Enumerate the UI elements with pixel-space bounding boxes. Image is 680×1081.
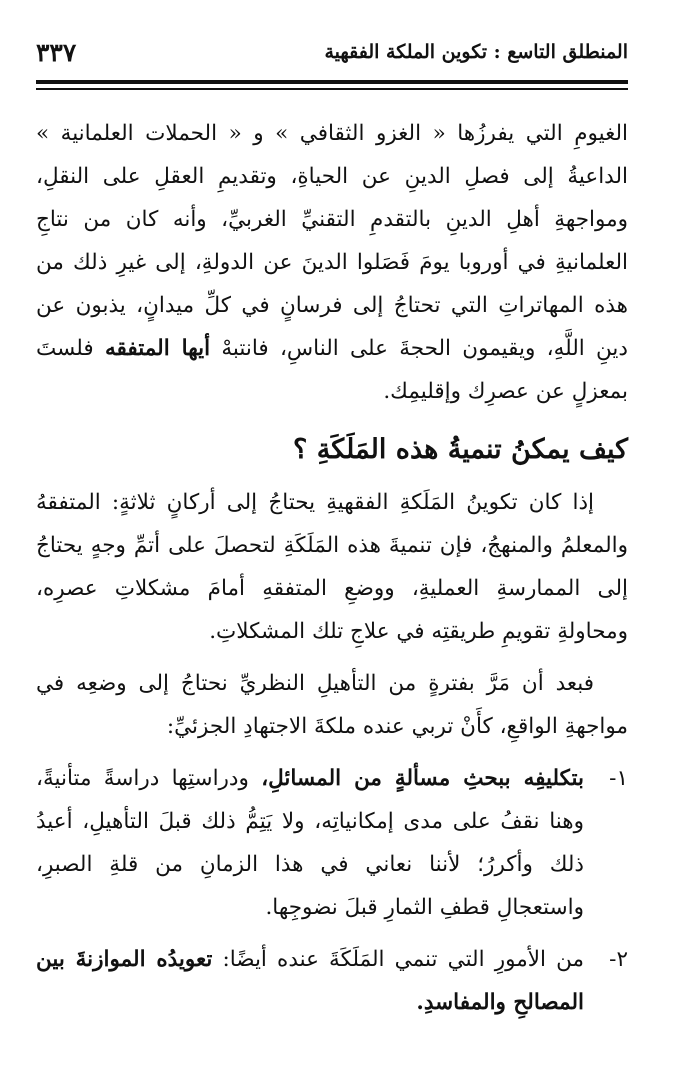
list-emphasis: تعويدُه الموازنةَ بين المصالحِ والمفاسدِ. (36, 947, 584, 1015)
paragraph-text: الغيومِ التي يفرزُها « الغزو الثقافي » و « الحملات العلمانية » الداعيةُ إلى فصلِ الدينِ عن الحياةِ، وتقديمِ العقلِ على النقلِ، ومواجهةِ أهلِ الدينِ بالتقدمِ التقنيِّ الغربيِّ، وأنه كان من نتاجِ العلمانيةِ في أوروبا يومَ فَصَلوا الدينَ عن الدولةِ، إلى غيرِ ذلك من هذه المهاتراتِ التي تحتاجُ إلى فرسانٍ في كلِّ ميدانٍ، يذبون عن دينِ اللَّهِ، ويقيمون الحجةَ على الناسِ، فانتبهْ (36, 121, 628, 361)
section-heading: كيف يمكنُ تنميةُ هذه المَلَكَةِ ؟ (293, 434, 628, 465)
header-rule-thick (36, 80, 628, 84)
list-body: ودراستِها دراسةً متأنيةً، وهنا نقفُ على مدى إمكانياتِه، ولا يَتِمُّ ذلك قبلَ التأهيلِ، أعيدُ ذلك وأكررُ؛ لأننا نعاني في هذا الزمانِ من قلةِ الصبرِ، واستعجالِ قطفِ الثمارِ قبلَ نضوجِها. (36, 766, 584, 920)
emphasis-address: أيها المتفقه (104, 336, 211, 361)
page-header (36, 32, 628, 72)
paragraph-continued (36, 112, 628, 413)
page-number: ٣٣٧ (36, 37, 77, 67)
paragraph-intro: إذا كان تكوينُ المَلَكةِ الفقهيةِ يحتاجُ إلى أركانٍ ثلاثةٍ: المتفقهُ والمعلمُ والمنهجُ، فإن تنميةَ هذه المَلَكَةِ لتحصلَ على أتمِّ وجهٍ يحتاجُ إلى الممارسةِ العمليةِ، ووضعِ المتفقهِ أمامَ مشكلاتِ عصرِه، ومحاولةِ تقويمِ طريقتِه في علاجِ تلك المشكلاتِ. (36, 490, 628, 644)
list-text (36, 938, 584, 1024)
list-emphasis: بتكليفِه ببحثِ مسألةٍ من المسائلِ، (261, 766, 584, 791)
list-item-1 (36, 757, 628, 929)
list-item-2 (36, 938, 628, 1024)
list-number: ٢- (609, 947, 628, 972)
body-text (36, 112, 628, 1041)
list-text (36, 757, 584, 929)
paragraph-practice: فبعد أن مَرَّ بفترةٍ من التأهيلِ النظريِّ نحتاجُ إلى وضعِه في مواجهةِ الواقعِ، كأَنْ تربي عنده ملكةَ الاجتهادِ الجزئيِّ: (36, 671, 628, 739)
list-body: من الأمورِ التي تنمي المَلَكَةَ عنده أيضًا: (212, 947, 584, 972)
paragraph-tail: فلستَ بمعزلٍ عن عصرِك وإقليمِك. (36, 336, 628, 404)
running-title: المنطلق التاسع : تكوين الملكة الفقهية (324, 41, 628, 63)
list-number: ١- (609, 766, 628, 791)
header-rule-thin (36, 88, 628, 90)
